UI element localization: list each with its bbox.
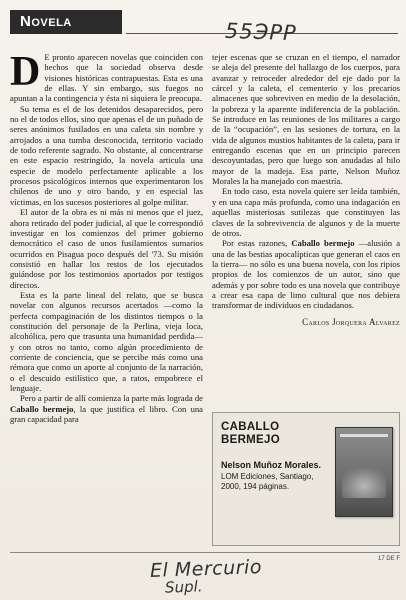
- handwritten-number: 55ЭРР: [224, 18, 298, 46]
- book-title: CABALLO BERMEJO: [221, 421, 280, 446]
- handwritten-source: El Mercurio: [149, 556, 263, 582]
- paragraph-4: Esta es la parte lineal del relato, que se busca novelar con algunos recursos acertados —como la perfecta compaginación de los distintos tiempos o la constitución del personaje de la Perlina, vieja loca, alcohólica, pero que trasunta una humanidad perdida— y con otros no tanto, como algún procedimiento de corriente de conciencia, que se percibe más como una rémora que como un aporte al conjunto de la narración, o el descuido estilístico que, a ratos, empobrece el lenguaje.: [10, 289, 203, 393]
- article-column-right: [212, 52, 400, 327]
- paragraph-2: Su tema es el de los detenidos desaparecidos, pero no el de todos ellos, sino que apenas el de un puñado de seres anónimos fusilados en una caleta sin nombre y arrojados a una tumba desconocida, territorio vaciado de todo referente sagrado. No obstante, al concentrarse en este espacio restringido, la novela articula una especie de modelo perfectamente aplicable a los procesos psicológicos internos que experimentaron los chilenos de uno y otro bando, y en especial las víctimas, en los sucesos posteriores al golpe militar.: [10, 103, 203, 207]
- book-author: Nelson Muñoz Morales.: [221, 460, 322, 470]
- paragraph-1: D E pronto aparecen novelas que coinciden con hechos que la sociedad observa desde visiones históricas contrapuestas. Esta es una de ellas. Y sin embargo, sus fuegos no apuntan a la contingencia y ésta ni siquiera le preocupa.: [10, 49, 203, 104]
- paragraph-3: El autor de la obra es ni más ni menos que el juez, ahora retirado del poder judicial, al que le correspondió investigar en los comienzos del primer gobierno democrático el caso de unos fusilamientos sumarios ocurridos en Pisagua poco después del '73. Su misión consistió en hallar los restos de los ejecutados guiándose por los testimonios aportados por testigos directos.: [10, 207, 203, 290]
- paragraph-5: Pero a partir de allí comienza la parte más lograda de Caballo bermejo, la que justifica el libro. Con una gran capacidad para: [10, 393, 203, 425]
- book-title-inline: Caballo bermejo: [10, 403, 74, 414]
- footer-rule: [10, 552, 400, 553]
- dropcap: D: [10, 49, 41, 95]
- article-column-left: [10, 49, 203, 425]
- book-cover-image: [335, 427, 393, 517]
- book-meta: LOM Ediciones, Santiago, 2000, 194 páginas.: [221, 472, 314, 491]
- page-reference: 17 DE F: [377, 556, 400, 562]
- handwritten-supplement: Supl.: [164, 577, 203, 597]
- section-title: Novela: [10, 10, 122, 34]
- book-info-box: [212, 412, 400, 546]
- paragraph-7: En todo caso, esta novela quiere ser leída también, y en una capa más profunda, como una indagación en aquellas misteriosas sutilezas que constituyen las claves de la sobrevivencia de algunos y de la muerte de otros.: [212, 186, 400, 238]
- paragraph-8: Por estas razones, Caballo bermejo —alusión a una de las bestias apocalípticas que generan el caos en la tierra— no sólo es una buena novela, con los ripios propios de los comienzos de un autor, sino que además y por sobre todo es una novela que contribuye a crear esa capa de limo cultural que nos debiera transformar de individuos en ciudadanos.: [212, 238, 401, 311]
- paragraph-6: tejer escenas que se cruzan en el tiempo, el narrador se aleja del presente del hallazgo de los cuerpos, para avanzar y retroceder alrededor del eje dado por la cárcel y la caleta, el cementerio y los precarios almacenes que sobreviven en medio de la desolación, la pobreza y la aparente indiferencia de la población. Se introduce en las reuniones de los militares a cargo de la “ocupación”, en las sesiones de tortura, en la vida de algunos mustios habitantes de la caleta, para ir entregando escenas que en un principio parecen descoyuntadas, pero que luego son anudadas al hilo mayor de la madeja. Esa parte, Nelson Muñoz Morales la ha manejado con maestría.: [212, 52, 400, 187]
- book-title-inline: Caballo bermejo: [291, 238, 355, 249]
- author-signature: Carlos Jorquera Alvarez: [302, 316, 400, 327]
